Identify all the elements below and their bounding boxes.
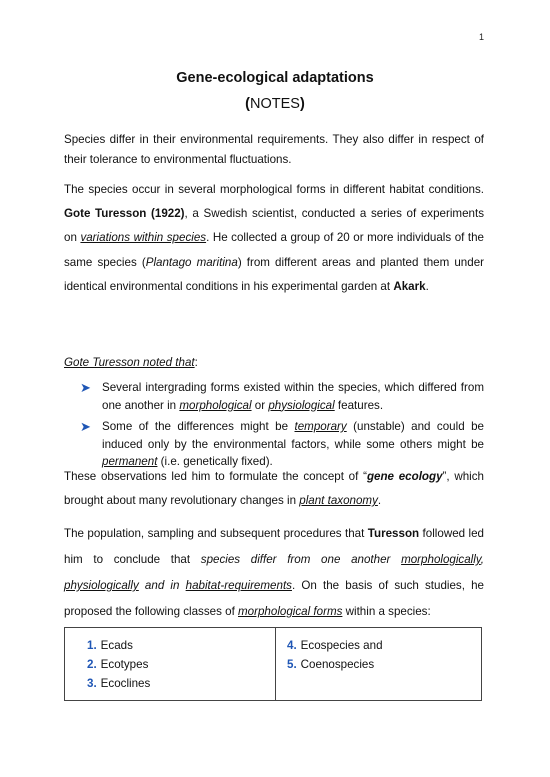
table-divider: [275, 628, 276, 700]
paragraph-3: Gote Turesson noted that:: [64, 356, 198, 369]
classes-column-right: [287, 636, 383, 674]
page-title: Gene-ecological adaptations: [176, 70, 374, 86]
scientist-name: Gote Turesson (1922): [64, 207, 185, 221]
page-subtitle: (NOTES): [245, 96, 305, 112]
arrowhead-bullet-icon: ➤: [80, 419, 91, 434]
paragraph-2: The species occur in several morphological forms in different habitat conditions. Gote Turesson (1922), a Swedish scientist, conducted a series of experiments on variations within species. He collected a group of 20 or more individuals of the same species (Plantago maritina) from different areas and planted them under identical environmental conditions in his experimental garden at Akark.: [64, 183, 485, 293]
paragraph-4: These observations led him to formulate the concept of “gene ecology”, which brought about many revolutionary changes in plant taxonomy.: [64, 470, 484, 507]
place-name: Akark: [393, 279, 426, 293]
list-item: 4. Ecospecies and: [287, 639, 383, 652]
paragraph-5: The population, sampling and subsequent procedures that Turesson followed led him to conclude that species differ from one another morphologically, physiologically and in habitat-requirements. On the basis of such studies, he proposed the following classes of morphological forms within a species:: [64, 527, 485, 618]
bullet-list-item-2: ➤ Some of the differences might be temporary (unstable) and could be induced only by the environmental factors, while some others might be permanent (i.e. genetically fixed).: [80, 419, 484, 468]
list-item: 2. Ecotypes: [87, 658, 149, 671]
classes-table: [64, 627, 482, 701]
list-item: 5. Coenospecies: [287, 658, 375, 671]
page-number: 1: [478, 32, 484, 42]
species-name: Plantago maritina: [145, 255, 238, 269]
arrowhead-bullet-icon: ➤: [80, 380, 91, 395]
paragraph-1: Species differ in their environmental requirements. They also differ in respect of their tolerance to environmental fluctuations.: [64, 133, 484, 166]
gene-ecology-term: gene ecology: [366, 470, 443, 483]
variations-link: variations within species: [80, 231, 207, 245]
list-item: 3. Ecoclines: [87, 677, 151, 690]
classes-column-left: [87, 636, 150, 693]
list-item: 1. Ecads: [87, 639, 133, 652]
bullet-list-item-1: ➤ Several intergrading forms existed within the species, which differed from one another in morphological or physiological features.: [80, 380, 484, 412]
